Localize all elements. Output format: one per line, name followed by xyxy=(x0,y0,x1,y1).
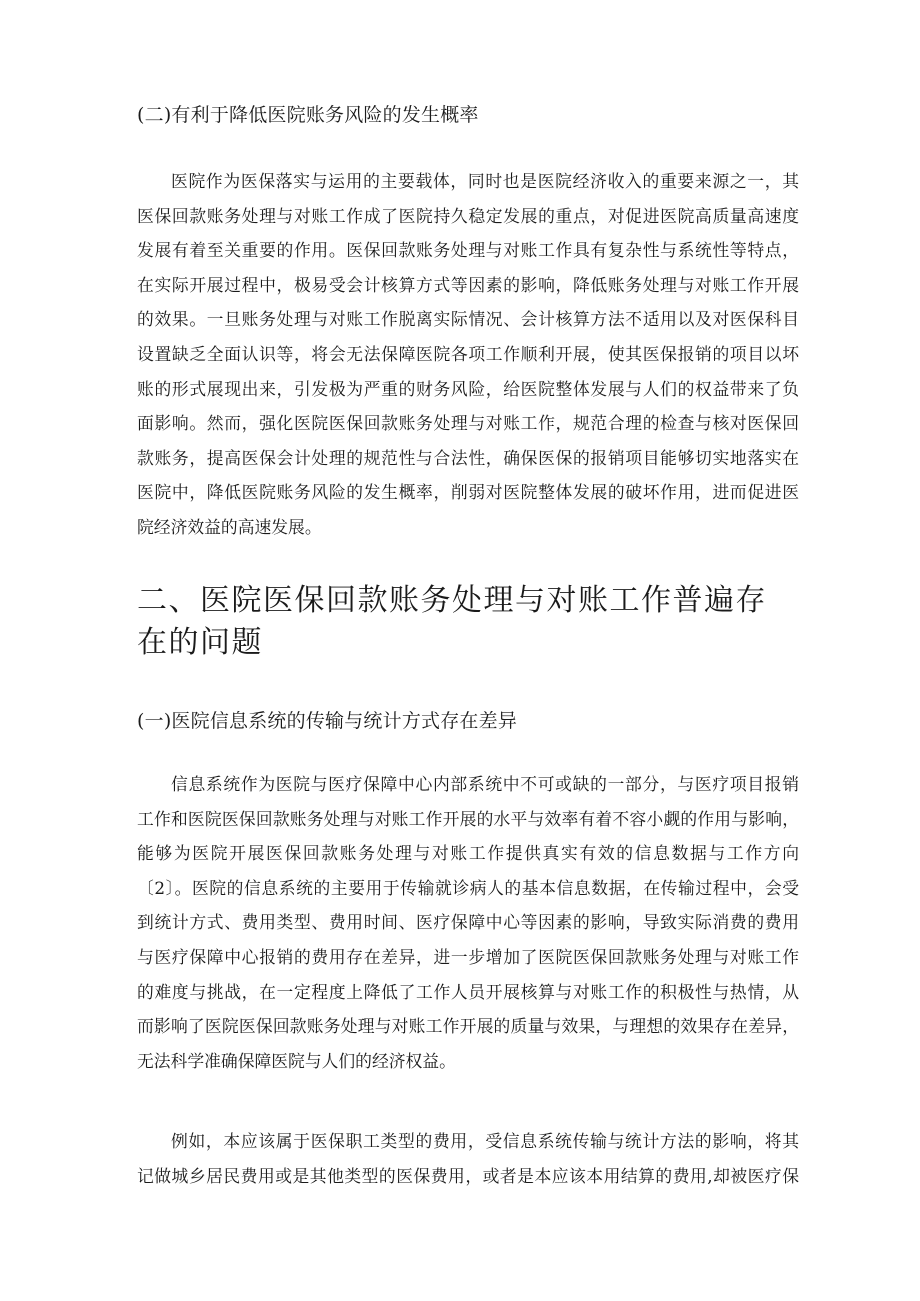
paragraph-line: 而影响了医院医保回款账务处理与对账工作开展的质量与效果，与理想的效果存在差异， xyxy=(137,1016,799,1037)
paragraph-line: 在实际开展过程中，极易受会计核算方式等因素的影响，降低账务处理与对账工作开展 xyxy=(137,274,799,295)
paragraph-line: 医保回款账务处理与对账工作成了医院持久稳定发展的重点，对促进医院高质量高速度 xyxy=(137,205,799,226)
paragraph-line: 设置缺乏全面认识等，将会无法保障医院各项工作顺利开展，使其医保报销的项目以坏 xyxy=(137,343,799,364)
paragraph-info-system xyxy=(137,767,799,1078)
paragraph-line: 记做城乡居民费用或是其他类型的医保费用，或者是本应该本用结算的费用,却被医疗保 xyxy=(137,1165,799,1186)
paragraph-line: 到统计方式、费用类型、费用时间、医疗保障中心等因素的影响，导致实际消费的费用 xyxy=(137,912,799,933)
paragraph-reduce-risk xyxy=(137,164,799,545)
paragraph-line: 发展有着至关重要的作用。医保回款账务处理与对账工作具有复杂性与系统性等特点， xyxy=(137,240,799,261)
paragraph-line: 工作和医院医保回款账务处理与对账工作开展的水平与效率有着不容小觑的作用与影响， xyxy=(137,808,799,829)
paragraph-line: 信息系统作为医院与医疗保障中心内部系统中不可或缺的一部分，与医疗项目报销 xyxy=(171,774,799,794)
paragraph-line: 〔2〕。医院的信息系统的主要用于传输就诊病人的基本信息数据，在传输过程中，会受 xyxy=(137,877,799,898)
paragraph-line: 的效果。一旦账务处理与对账工作脱离实际情况、会计核算方法不适用以及对医保科目 xyxy=(137,309,799,330)
paragraph-line: 的难度与挑战，在一定程度上降低了工作人员开展核算与对账工作的积极性与热情，从 xyxy=(137,981,799,1002)
paragraph-line: 医院作为医保落实与运用的主要载体，同时也是医院经济收入的重要来源之一，其 xyxy=(171,171,799,191)
paragraph-line: 院经济效益的高速发展。 xyxy=(137,516,322,537)
paragraph-line: 账的形式展现出来，引发极为严重的财务风险，给医院整体发展与人们的权益带来了负 xyxy=(137,378,799,399)
sub-heading-reduce-risk: (二)有利于降低医院账务风险的发生概率 xyxy=(137,104,479,126)
paragraph-line: 与医疗保障中心报销的费用存在差异，进一步增加了医院医保回款账务处理与对账工作 xyxy=(137,946,799,967)
paragraph-line: 款账务，提高医保会计处理的规范性与合法性，确保医保的报销项目能够切实地落实在 xyxy=(137,447,799,468)
paragraph-line: 无法科学准确保障医院与人们的经济权益。 xyxy=(137,1050,456,1071)
sub-heading-info-system: (一)医院信息系统的传输与统计方式存在差异 xyxy=(137,710,518,732)
paragraph-line: 例如，本应该属于医保职工类型的费用，受信息系统传输与统计方法的影响，将其 xyxy=(171,1131,799,1151)
paragraph-example xyxy=(137,1124,799,1193)
paragraph-line: 能够为医院开展医保回款账务处理与对账工作提供真实有效的信息数据与工作方向 xyxy=(137,843,799,864)
paragraph-line: 面影响。然而，强化医院医保回款账务处理与对账工作，规范合理的检查与核对医保回 xyxy=(137,413,799,434)
paragraph-line: 医院中，降低医院账务风险的发生概率，削弱对医院整体发展的破坏作用，进而促进医 xyxy=(137,482,799,503)
section-heading-problems: 二、医院医保回款账务处理与对账工作普遍存在的问题 xyxy=(137,583,767,660)
